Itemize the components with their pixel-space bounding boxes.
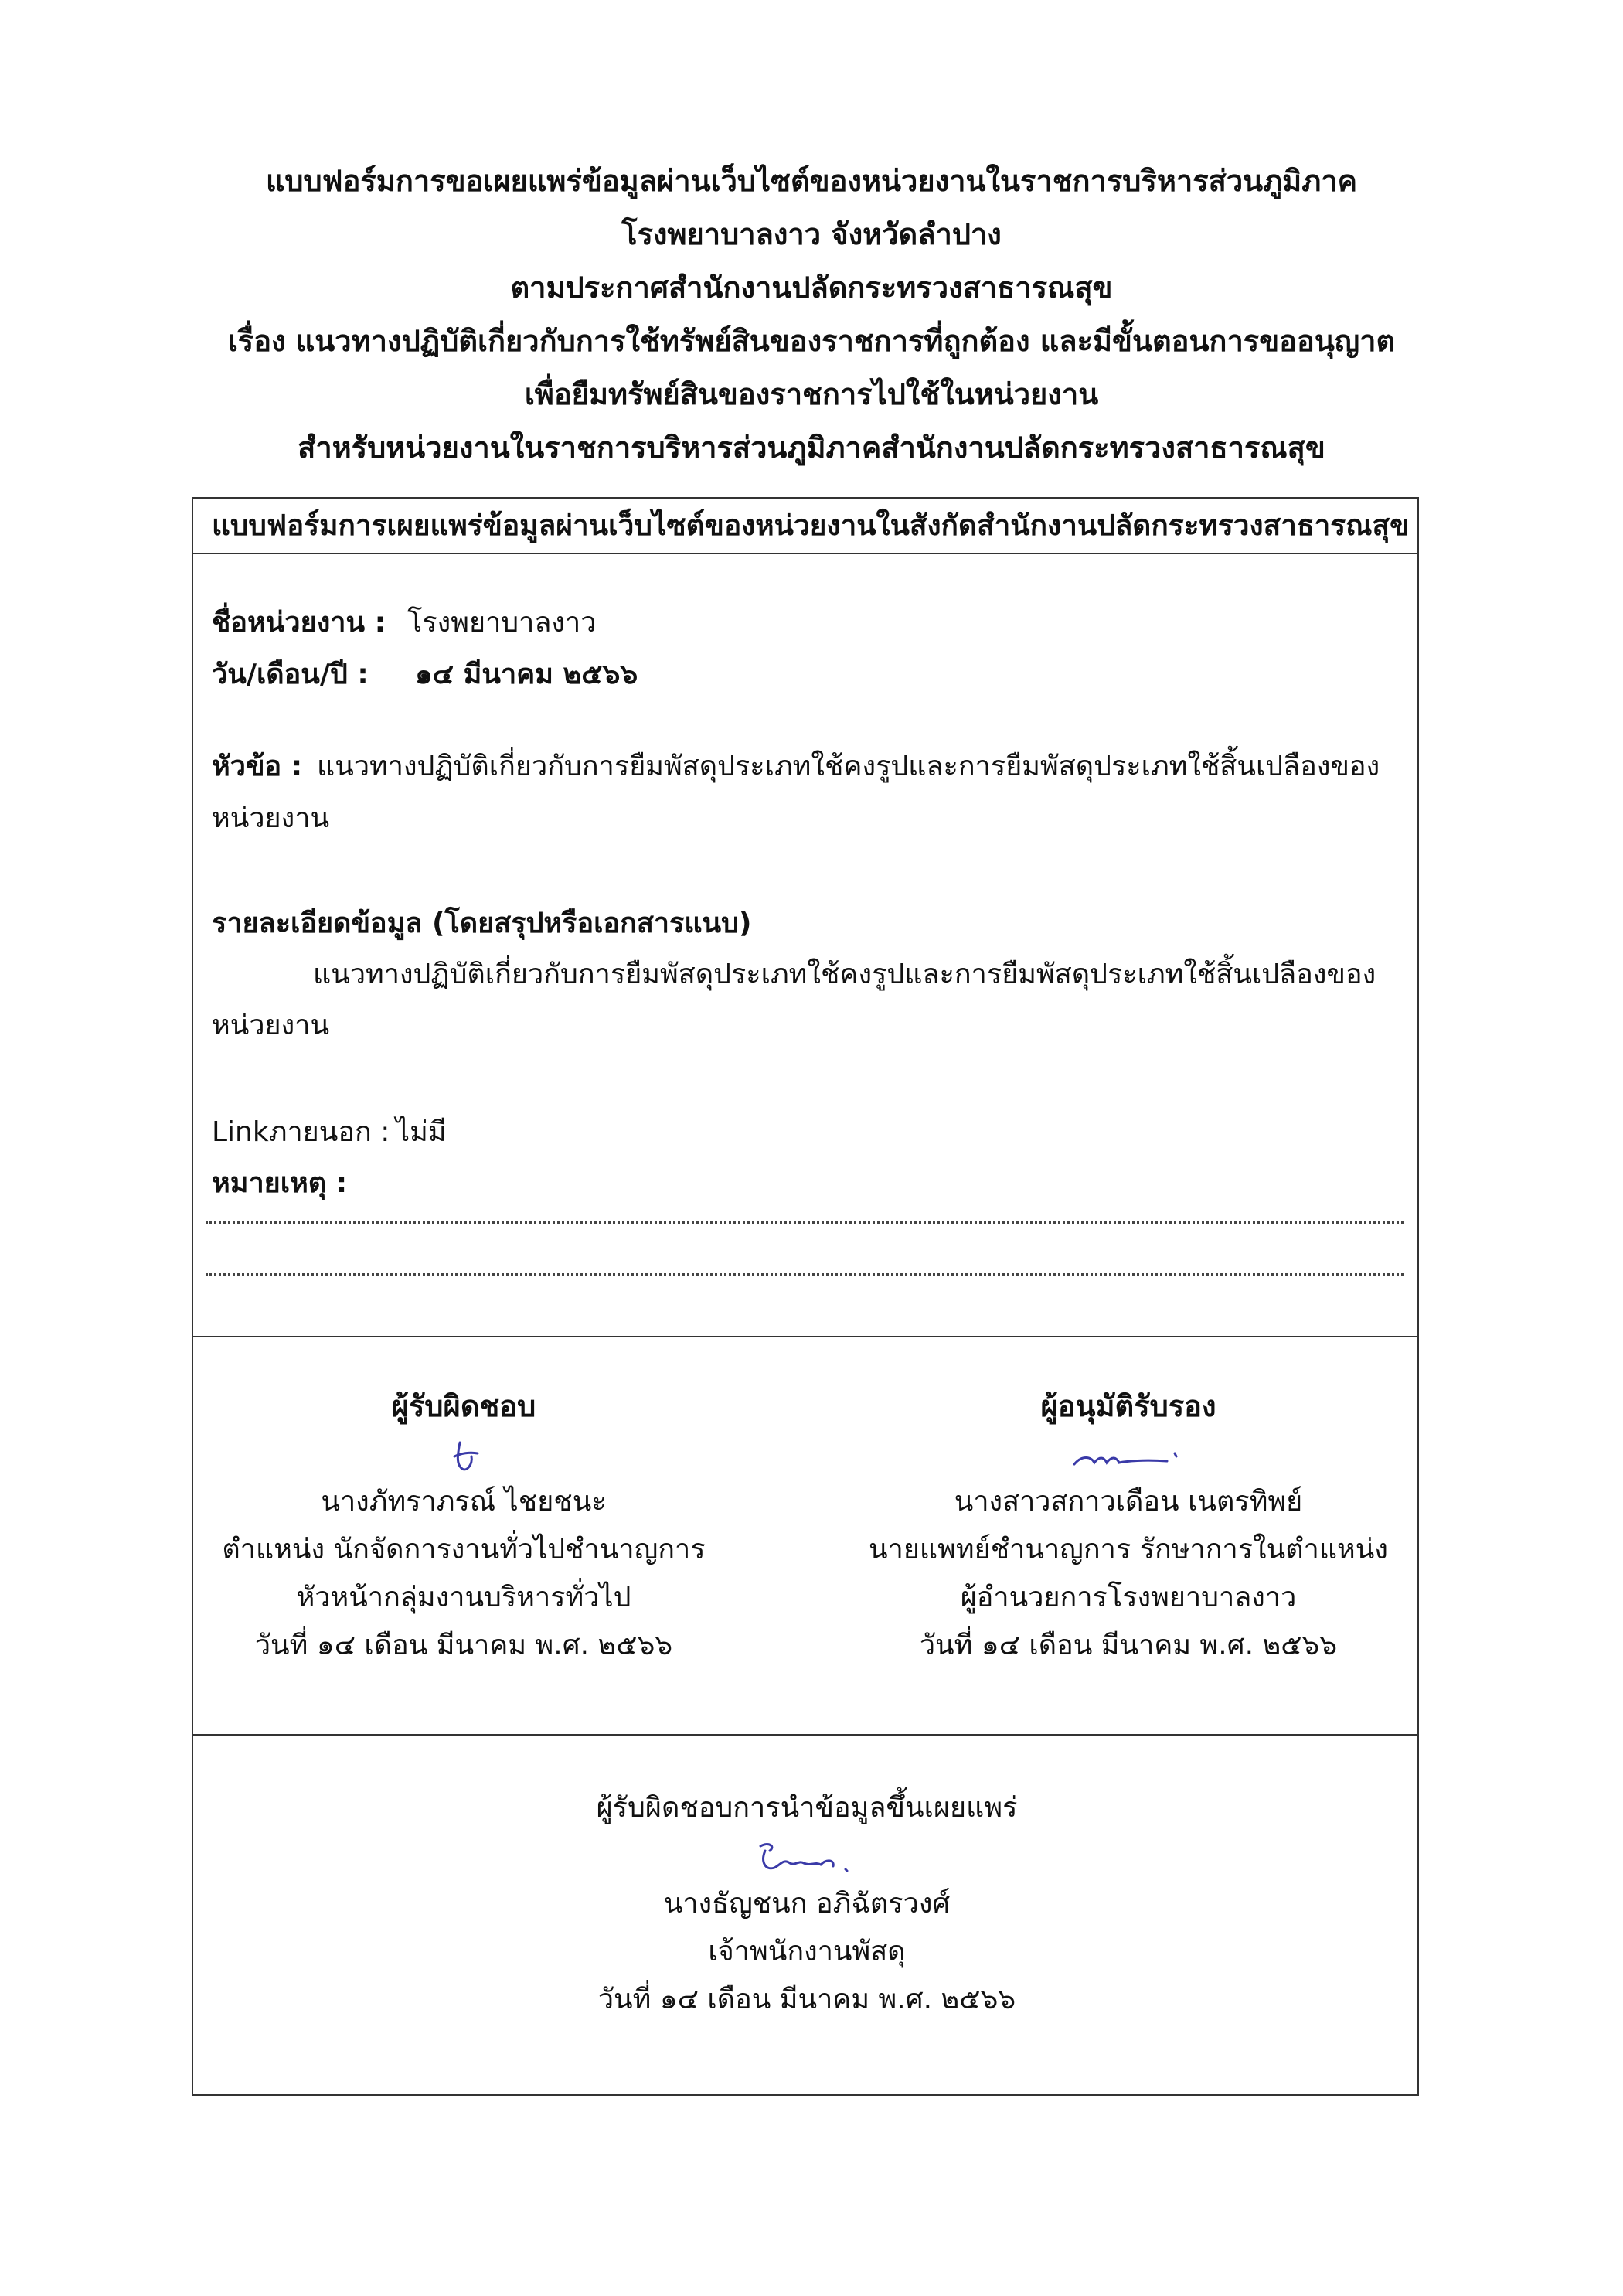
remark-dotted-line-1 (206, 1221, 1404, 1224)
publisher-name: นางธัญชนก อภิฉัตรวงศ์ (663, 1888, 951, 1920)
header-line-6: สำหรับหน่วยงานในราชการบริหารส่วนภูมิภาคสำนักงานปลัดกระทรวงสาธารณสุข (298, 431, 1325, 465)
responsible-date: วันที่ ๑๔ เดือน มีนาคม พ.ศ. ๒๕๖๖ (254, 1630, 673, 1661)
document-header (0, 155, 1623, 475)
publisher-signature-icon (730, 1835, 884, 1880)
header-line-3: ตามประกาศสำนักงานปลัดกระทรวงสาธารณสุข (510, 271, 1113, 305)
approver-signatory (858, 1382, 1399, 1670)
form-title: แบบฟอร์มการเผยแพร่ข้อมูลผ่านเว็บไซต์ของหน่วยงานในสังกัดสำนักงานปลัดกระทรวงสาธารณสุข (193, 499, 1417, 554)
form-box (192, 497, 1419, 2096)
responsible-position-2: หัวหน้ากลุ่มงานบริหารทั่วไป (296, 1582, 631, 1613)
unit-label: ชื่อหน่วยงาน : (212, 607, 386, 639)
remark-dotted-line-2 (206, 1273, 1404, 1276)
responsible-position: ตำแหน่ง นักจัดการงานทั่วไปชำนาญการ (222, 1534, 706, 1565)
detail-text: แนวทางปฏิบัติเกี่ยวกับการยืมพัสดุประเภทใช้คงรูปและการยืมพัสดุประเภทใช้สิ้นเปลืองของ (313, 959, 1376, 990)
link-value: ไม่มี (396, 1116, 447, 1148)
header-line-1: แบบฟอร์มการขอเผยแพร่ข้อมูลผ่านเว็บไซต์ของหน่วยงานในราชการบริหารส่วนภูมิภาค (265, 164, 1358, 198)
topic-value: แนวทางปฏิบัติเกี่ยวกับการยืมพัสดุประเภทใช้คงรูปและการยืมพัสดุประเภทใช้สิ้นเปลืองของ (317, 751, 1380, 782)
responsible-role: ผู้รับผิดชอบ (391, 1389, 536, 1423)
date-label: วัน/เดือน/ปี : (212, 659, 369, 690)
unit-value: โรงพยาบาลงาว (407, 607, 597, 639)
header-line-4: เรื่อง แนวทางปฏิบัติเกี่ยวกับการใช้ทรัพย์สินของราชการที่ถูกต้อง และมีขั้นตอนการขออนุญาต (227, 324, 1396, 358)
publisher-position: เจ้าพนักงานพัสดุ (708, 1936, 906, 1967)
approver-position-2: ผู้อำนวยการโรงพยาบาลงาว (960, 1582, 1297, 1613)
section-divider-1 (193, 1336, 1417, 1337)
header-line-5: เพื่อยืมทรัพย์สินของราชการไปใช้ในหน่วยงาน (524, 377, 1099, 411)
approver-signature-icon (1059, 1433, 1198, 1478)
approver-role: ผู้อนุมัติรับรอง (1040, 1389, 1216, 1423)
responsible-signatory (209, 1382, 719, 1670)
responsible-signature-icon (417, 1433, 510, 1478)
approver-date: วันที่ ๑๔ เดือน มีนาคม พ.ศ. ๒๕๖๖ (919, 1630, 1338, 1661)
publisher-role: ผู้รับผิดชอบการนำข้อมูลขึ้นเผยแพร่ (596, 1792, 1018, 1824)
approver-name: นางสาวสกาวเดือน เนตรทิพย์ (954, 1486, 1303, 1518)
detail-label: รายละเอียดข้อมูล (โดยสรุปหรือเอกสารแนบ) (212, 908, 752, 939)
approver-position: นายแพทย์ชำนาญการ รักษาการในตำแหน่ง (869, 1534, 1388, 1565)
topic-value-cont: หน่วยงาน (212, 802, 330, 834)
responsible-name: นางภัทราภรณ์ ไชยชนะ (321, 1486, 607, 1518)
publisher-signatory (498, 1784, 1116, 2024)
section-divider-2 (193, 1734, 1417, 1736)
remark-label: หมายเหตุ : (212, 1167, 348, 1199)
publisher-date: วันที่ ๑๔ เดือน มีนาคม พ.ศ. ๒๕๖๖ (597, 1984, 1016, 2015)
topic-label: หัวข้อ : (212, 751, 303, 782)
date-value: ๑๔ มีนาคม ๒๕๖๖ (415, 659, 638, 690)
link-label: Linkภายนอก : (212, 1116, 390, 1148)
header-line-2: โรงพยาบาลงาว จังหวัดลำปาง (621, 217, 1002, 251)
detail-text-cont: หน่วยงาน (212, 1010, 330, 1041)
